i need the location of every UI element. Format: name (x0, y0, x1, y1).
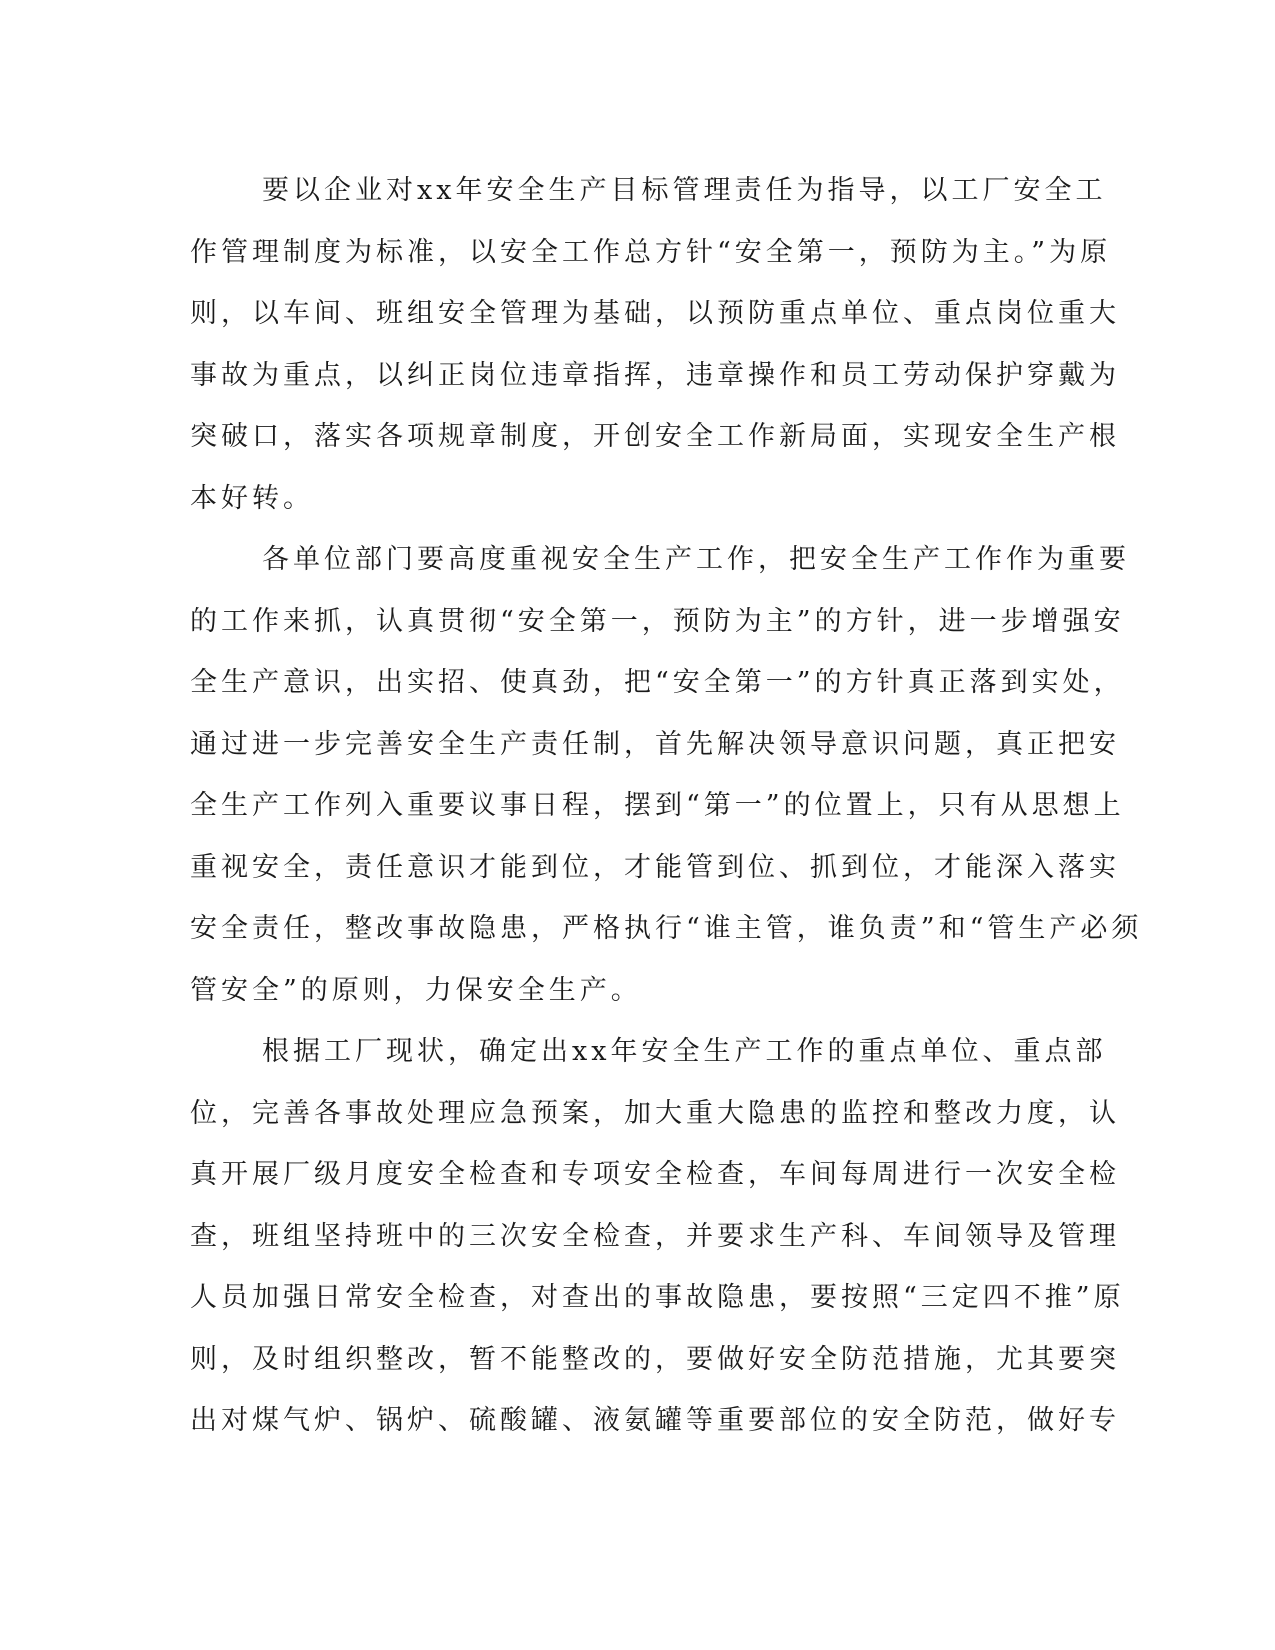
text-line: 则，及时组织整改，暂不能整改的，要做好安全防范措施，尤其要突 (190, 1343, 1120, 1375)
paragraph-2 (190, 529, 1143, 1021)
text-line: 全生产意识，出实招、使真劲，把“安全第一”的方针真正落到实处， (190, 667, 1125, 698)
text-line: 通过进一步完善安全生产责任制，首先解决领导意识问题，真正把安 (190, 728, 1120, 760)
text-line: 重视安全，责任意识才能到位，才能管到位、抓到位，才能深入落实 (190, 851, 1120, 883)
text-line: 安全责任，整改事故隐患，严格执行“谁主管，谁负责”和“管生产必须 (190, 913, 1143, 944)
text-line: 管安全”的原则，力保安全生产。 (190, 974, 642, 1006)
text-line: 人员加强日常安全检查，对查出的事故隐患，要按照“三定四不推”原 (190, 1282, 1125, 1313)
text-line: 作管理制度为标准，以安全工作总方针“安全第一，预防为主。”为原 (190, 236, 1112, 268)
text-line: 则，以车间、班组安全管理为基础，以预防重点单位、重点岗位重大 (190, 298, 1120, 329)
text-line: 的工作来抓，认真贯彻“安全第一，预防为主”的方针，进一步增强安 (190, 605, 1125, 637)
text-line: 突破口，落实各项规章制度，开创安全工作新局面，实现安全生产根 (190, 421, 1120, 452)
text-line: 根据工厂现状，确定出xx年安全生产工作的重点单位、重点部 (262, 1036, 1107, 1067)
text-line: 真开展厂级月度安全检查和专项安全检查，车间每周进行一次安全检 (190, 1159, 1120, 1190)
document-body (190, 160, 1143, 1452)
text-line: 出对煤气炉、锅炉、硫酸罐、液氨罐等重要部位的安全防范，做好专 (190, 1405, 1120, 1436)
text-line: 要以企业对xx年安全生产目标管理责任为指导，以工厂安全工 (262, 175, 1107, 206)
text-line: 各单位部门要高度重视安全生产工作，把安全生产工作作为重要 (262, 544, 1130, 575)
text-line: 查，班组坚持班中的三次安全检查，并要求生产科、车间领导及管理 (190, 1220, 1120, 1252)
text-line: 全生产工作列入重要议事日程，摆到“第一”的位置上，只有从思想上 (190, 790, 1125, 821)
paragraph-1 (190, 160, 1120, 529)
text-line: 事故为重点，以纠正岗位违章指挥，违章操作和员工劳动保护穿戴为 (190, 359, 1120, 391)
paragraph-3 (190, 1021, 1125, 1452)
text-line: 本好转。 (190, 482, 314, 514)
text-line: 位，完善各事故处理应急预案，加大重大隐患的监控和整改力度，认 (190, 1097, 1120, 1129)
